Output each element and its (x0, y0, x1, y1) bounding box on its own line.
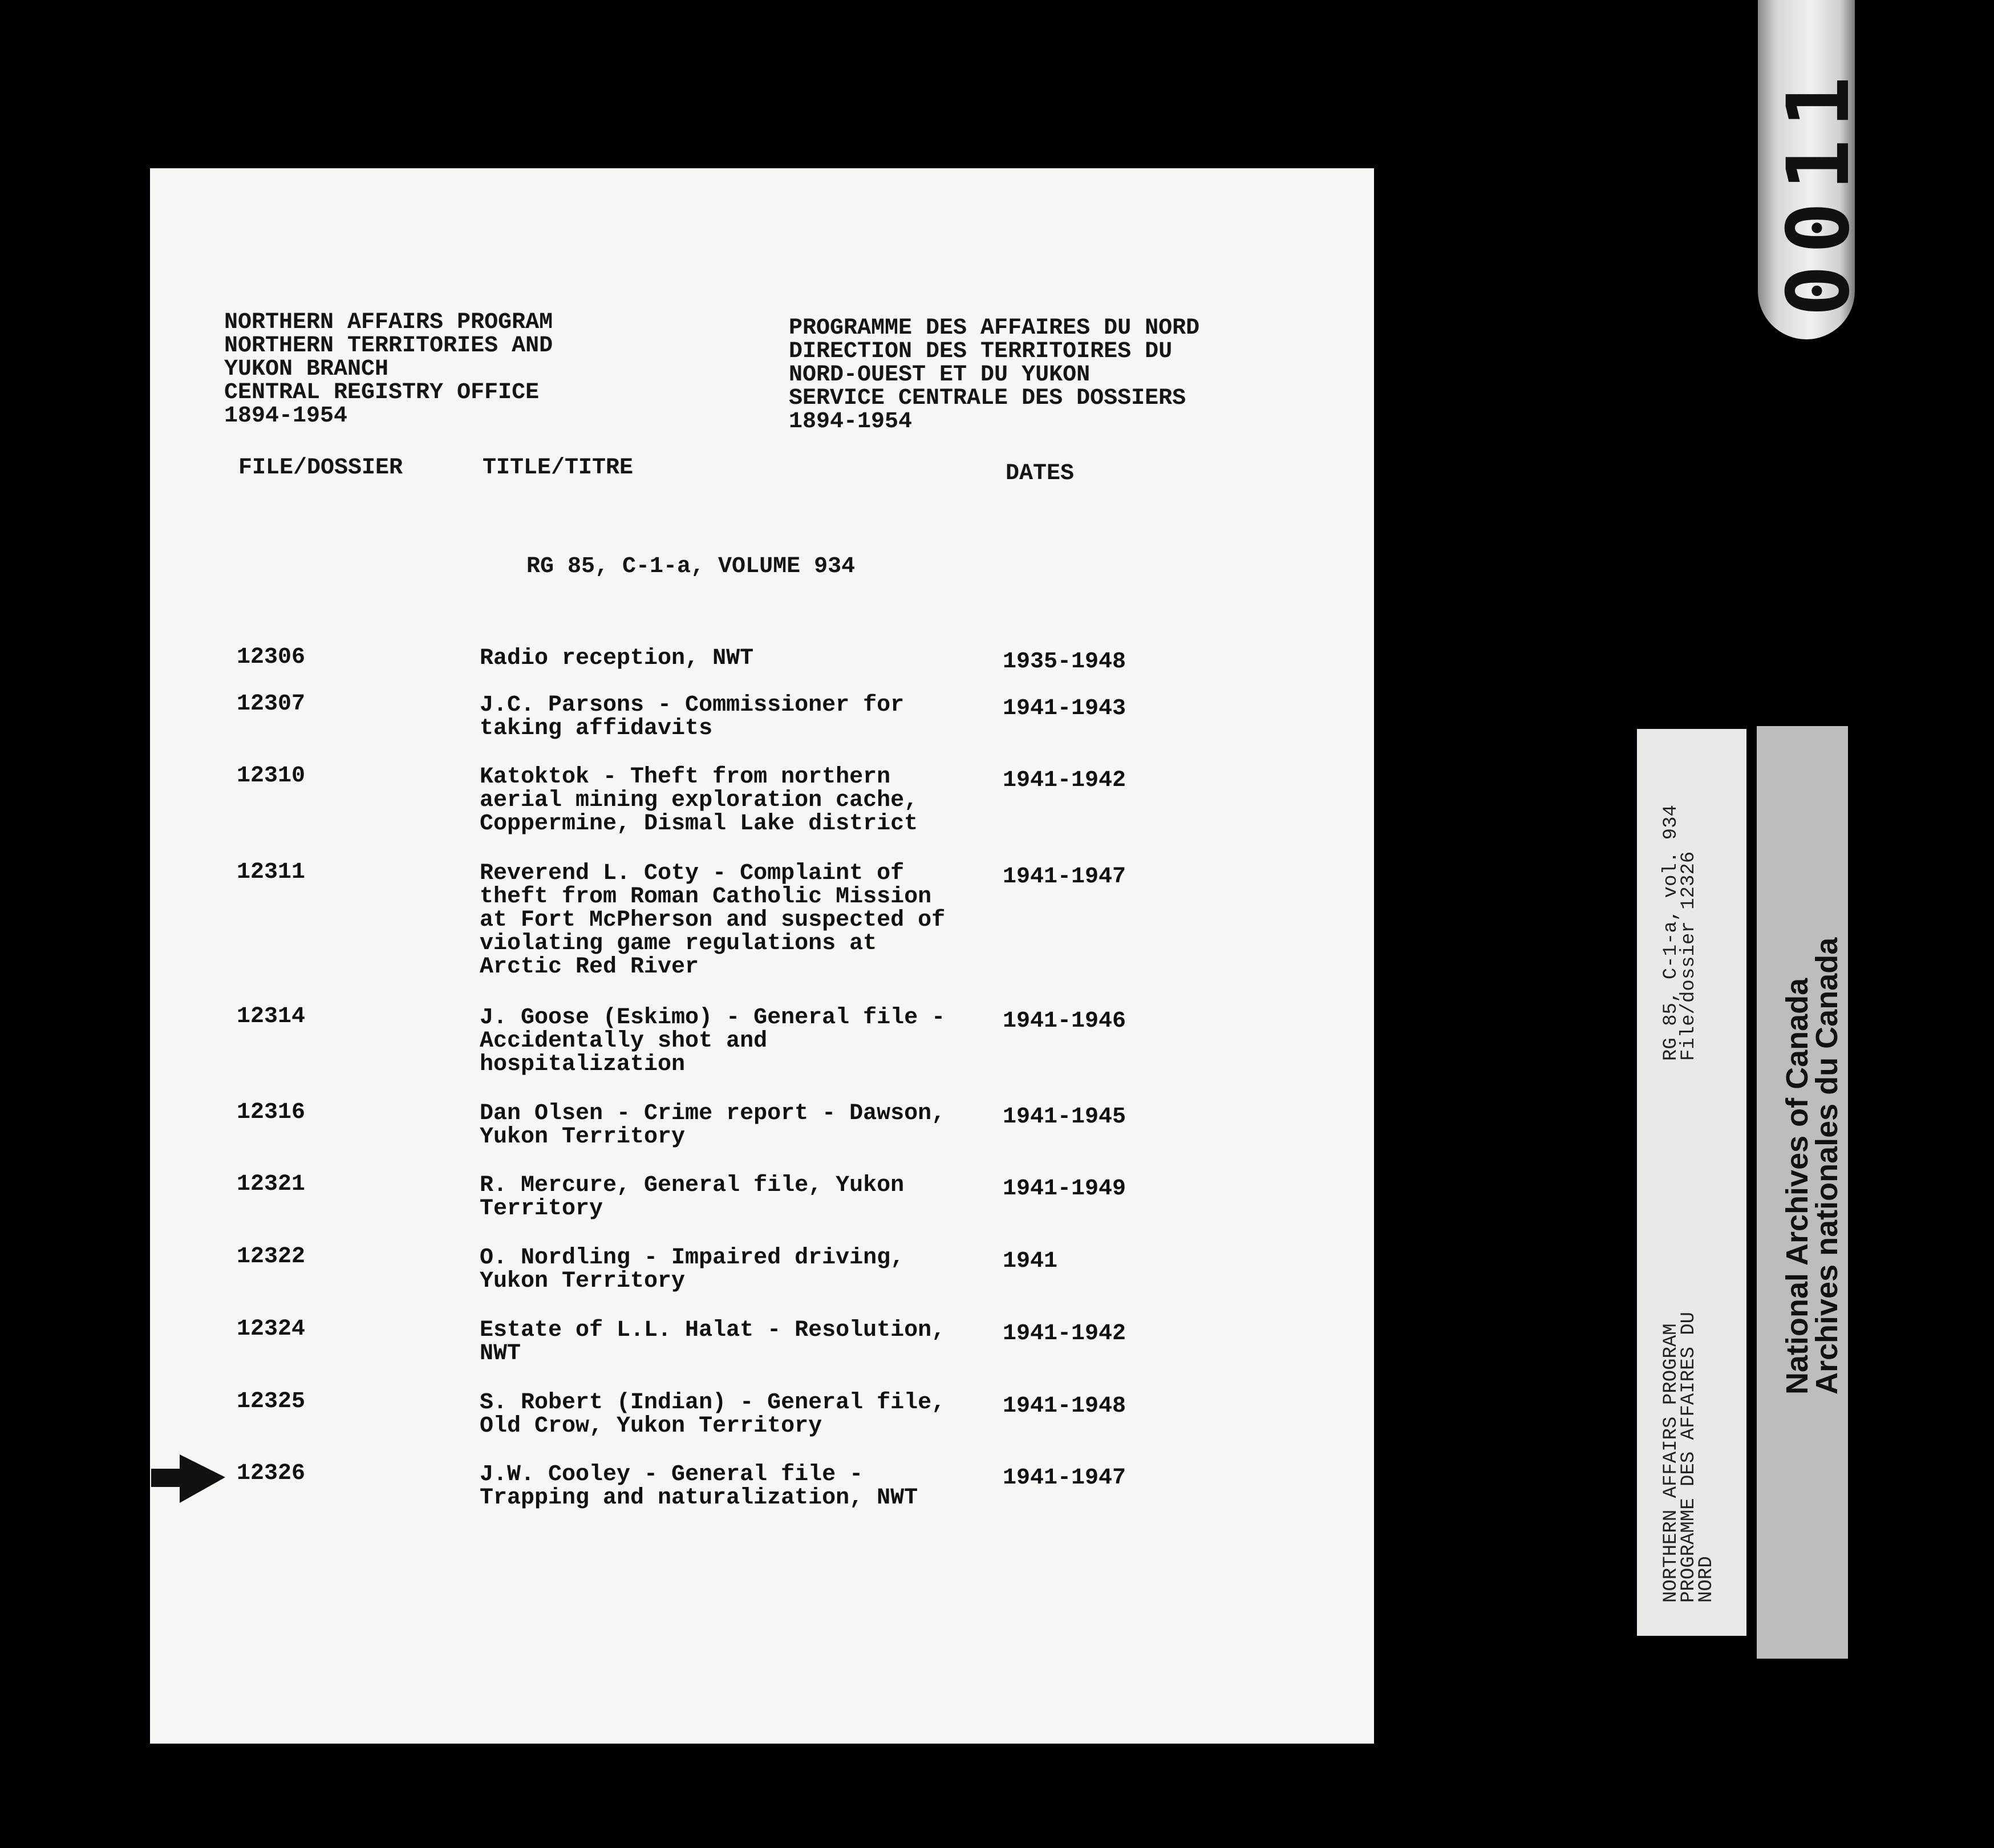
file-dates: 1941 (1003, 1249, 1058, 1274)
document-page (150, 168, 1374, 1744)
header-french: PROGRAMME DES AFFAIRES DU NORD DIRECTION DES TERRITOIRES DU NORD-OUEST ET DU YUKON SERVICE CENTRALE DES DOSSIERS 1894-1954 (789, 315, 1200, 435)
pointer-arrow-icon (151, 1452, 225, 1506)
file-title: Radio reception, NWT (480, 646, 754, 671)
file-title: Reverend L. Coty - Complaint of theft from Roman Catholic Mission at Fort McPherson and suspected of violating game regulations at Arctic Red River (480, 861, 946, 980)
file-title: Estate of L.L. Halat - Resolution, NWT (480, 1318, 946, 1367)
file-dates: 1935-1948 (1003, 649, 1126, 675)
file-number: 12314 (237, 1004, 306, 1030)
archives-label: National Archives of Canada Archives nationales du Canada (1780, 937, 1844, 1395)
reference-label: RG 85, C-1-a, vol. 934 File/dossier 12326 (1660, 805, 1700, 1061)
file-title: Dan Olsen - Crime report - Dawson, Yukon Territory (480, 1101, 946, 1150)
file-title: S. Robert (Indian) - General file, Old Crow, Yukon Territory (480, 1390, 946, 1439)
column-header-title: TITLE/TITRE (483, 455, 634, 481)
volume-reference: RG 85, C-1-a, VOLUME 934 (526, 554, 856, 579)
file-number: 12321 (237, 1172, 306, 1197)
file-number: 12325 (237, 1389, 306, 1415)
program-label: NORTHERN AFFAIRS PROGRAM PROGRAMME DES AFFAIRES DU NORD (1660, 1311, 1717, 1603)
file-number: 12311 (237, 860, 306, 885)
file-number: 12326 (237, 1461, 306, 1486)
file-title: J.W. Cooley - General file - Trapping and naturalization, NWT (480, 1462, 918, 1511)
file-dates: 1941-1942 (1003, 1321, 1126, 1347)
file-dates: 1941-1949 (1003, 1176, 1126, 1202)
file-dates: 1941-1942 (1003, 768, 1126, 793)
file-dates: 1941-1946 (1003, 1008, 1126, 1034)
file-title: Katoktok - Theft from northern aerial mining exploration cache, Coppermine, Dismal Lake district (480, 764, 918, 837)
frame-counter-digits: 0011 (1769, 64, 1869, 317)
header-english: NORTHERN AFFAIRS PROGRAM NORTHERN TERRITORIES AND YUKON BRANCH CENTRAL REGISTRY OFFICE 1894-1954 (224, 310, 553, 429)
file-number: 12307 (237, 691, 306, 717)
file-dates: 1941-1948 (1003, 1393, 1126, 1419)
column-header-file: FILE/DOSSIER (238, 455, 403, 481)
file-title: J.C. Parsons - Commissioner for taking affidavits (480, 692, 905, 741)
file-title: O. Nordling - Impaired driving, Yukon Territory (480, 1245, 905, 1294)
file-number: 12306 (237, 645, 306, 670)
file-number: 12322 (237, 1244, 306, 1270)
file-number: 12316 (237, 1100, 306, 1125)
file-title: R. Mercure, General file, Yukon Territory (480, 1173, 905, 1222)
file-number: 12310 (237, 763, 306, 789)
file-dates: 1941-1947 (1003, 1465, 1126, 1491)
file-dates: 1941-1945 (1003, 1104, 1126, 1130)
file-dates: 1941-1947 (1003, 864, 1126, 890)
file-dates: 1941-1943 (1003, 696, 1126, 722)
column-header-dates: DATES (1006, 461, 1075, 487)
file-number: 12324 (237, 1316, 306, 1342)
file-title: J. Goose (Eskimo) - General file - Accidentally shot and hospitalization (480, 1005, 946, 1077)
